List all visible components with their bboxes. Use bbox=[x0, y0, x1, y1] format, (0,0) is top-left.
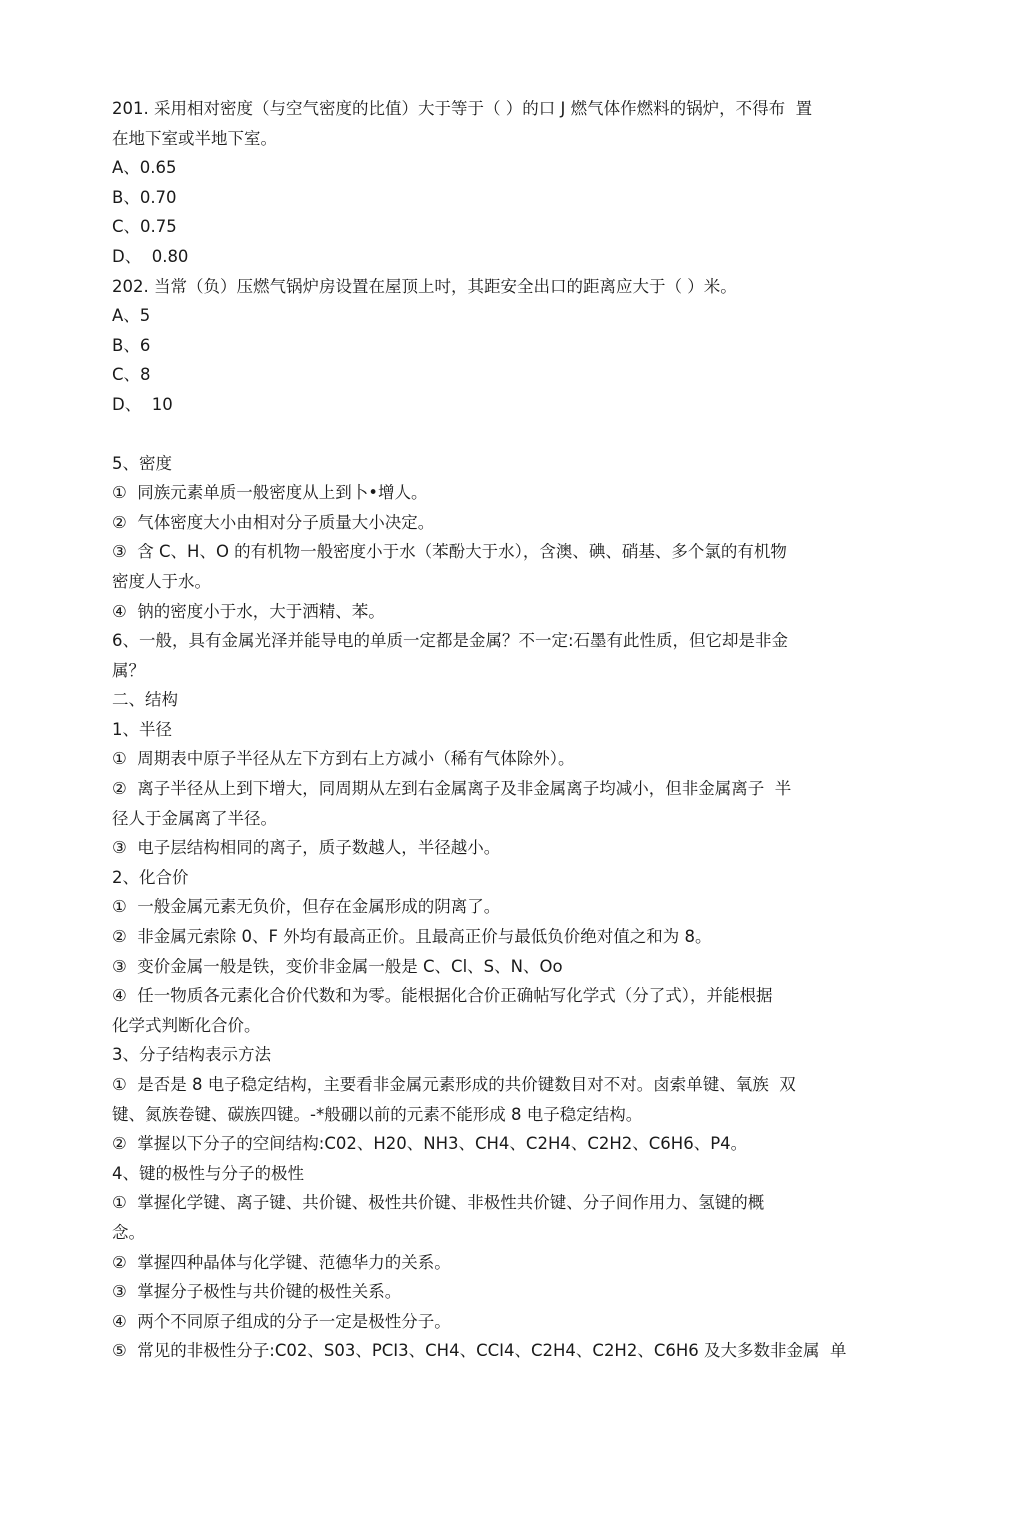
q202-option-d: D、 10 bbox=[112, 394, 173, 414]
radius-item-continued: 径人于金属离了半径。 bbox=[112, 808, 277, 828]
q202-stem: 202. 当常（负）压燃气锅炉房设置在屋顶上吋，其距安全出口的距离应大于（ ）米。 bbox=[112, 276, 737, 296]
metal-question-continued: 属？ bbox=[112, 660, 145, 680]
valence-item: ② 非金属元索除 0、F 外均有最高正价。且最高正价与最低负价绝对值之和为 8。 bbox=[112, 927, 712, 947]
metal-question: 6、一般，具有金属光泽并能导电的单质一定都是金属？不一定:石墨有此性质，但它却是非金 bbox=[112, 631, 789, 651]
polarity-item: ⑤ 常见的非极性分子:C02、S03、PCI3、CH4、CCI4、C2H4、C2H2、C6H6 及大多数非金属 单 bbox=[112, 1341, 847, 1361]
section-heading-density: 5、密度 bbox=[112, 453, 172, 473]
density-item: ① 同族元素单质一般密度从上到卜•增人。 bbox=[112, 483, 428, 503]
density-item-continued: 密度人于水。 bbox=[112, 571, 211, 591]
q201-stem-line-1: 201. 采用相对密度（与空气密度的比值）大于等于（ ）的口 J 燃气体作燃料的锅炉，不得布 置 bbox=[112, 99, 813, 118]
q201-option-d: D、 0.80 bbox=[112, 246, 189, 266]
q201-option-c: C、0.75 bbox=[112, 217, 177, 237]
valence-item: ④ 任一物质各元素化合价代数和为零。能根据化合价正确帖写化学式（分了式），并能根据 bbox=[112, 986, 773, 1006]
valence-item: ③ 变价金属一般是铁，变价非金属一般是 C、Cl、S、N、Oo bbox=[112, 956, 563, 976]
polarity-item: ③ 掌握分子极性与共价键的极性关系。 bbox=[112, 1282, 402, 1302]
section-heading-structure: 二、结构 bbox=[112, 690, 178, 710]
q201-option-b: B、0.70 bbox=[112, 187, 177, 207]
representation-item: ① 是否是 8 电子稳定结构，主要看非金属元素形成的共价键数目对不对。卤索单键、氧族 双 bbox=[112, 1075, 796, 1094]
document-page bbox=[112, 94, 912, 1366]
density-item: ④ 钠的密度小于水，大于洒精、苯。 bbox=[112, 601, 385, 621]
polarity-item: ② 掌握四种晶体与化学键、范德华力的关系。 bbox=[112, 1252, 451, 1272]
q202-option-c: C、8 bbox=[112, 365, 151, 385]
valence-item-continued: 化学式判断化合价。 bbox=[112, 1015, 261, 1035]
density-item: ③ 含 C、H、O 的有机物一般密度小于水（苯酚大于水），含澳、碘、硝基、多个氯的有机物 bbox=[112, 542, 787, 562]
polarity-item: ④ 两个不同原子组成的分子一定是极性分子。 bbox=[112, 1311, 451, 1331]
radius-item: ② 离子半径从上到下增大，同周期从左到右金属离子及非金属离子均减小，但非金属离子 半 bbox=[112, 779, 792, 799]
radius-item: ③ 电子层结构相同的离子，质子数越人，半径越小。 bbox=[112, 838, 501, 858]
representation-item-continued: 键、氮族卷键、碳族四键。-*般硼以前的元素不能形成 8 电子稳定结构。 bbox=[112, 1104, 643, 1124]
subsection-heading-radius: 1、半径 bbox=[112, 719, 172, 739]
density-item: ② 气体密度大小由相对分子质量大小决定。 bbox=[112, 512, 435, 532]
q201-stem-line-2: 在地下室或半地下室。 bbox=[112, 128, 277, 148]
q201-option-a: A、0.65 bbox=[112, 158, 177, 178]
q202-option-b: B、6 bbox=[112, 335, 151, 355]
valence-item: ① 一般金属元素无负价，但存在金属形成的阴离了。 bbox=[112, 897, 501, 917]
polarity-item: ① 掌握化学键、离子键、共价键、极性共价键、非极性共价键、分子间作用力、氢键的概 bbox=[112, 1193, 765, 1213]
subsection-heading-representation: 3、分子结构表示方法 bbox=[112, 1045, 271, 1065]
representation-item: ② 掌握以下分子的空间结构:C02、H20、NH3、CH4、C2H4、C2H2、C6H6、P4。 bbox=[112, 1134, 748, 1154]
polarity-item-continued: 念。 bbox=[112, 1222, 145, 1242]
q202-option-a: A、5 bbox=[112, 306, 151, 326]
radius-item: ① 周期表中原子半径从左下方到右上方减小（稀有气体除外）。 bbox=[112, 749, 575, 769]
subsection-heading-valence: 2、化合价 bbox=[112, 867, 189, 887]
blank-line bbox=[112, 420, 912, 449]
subsection-heading-polarity: 4、键的极性与分子的极性 bbox=[112, 1163, 304, 1183]
